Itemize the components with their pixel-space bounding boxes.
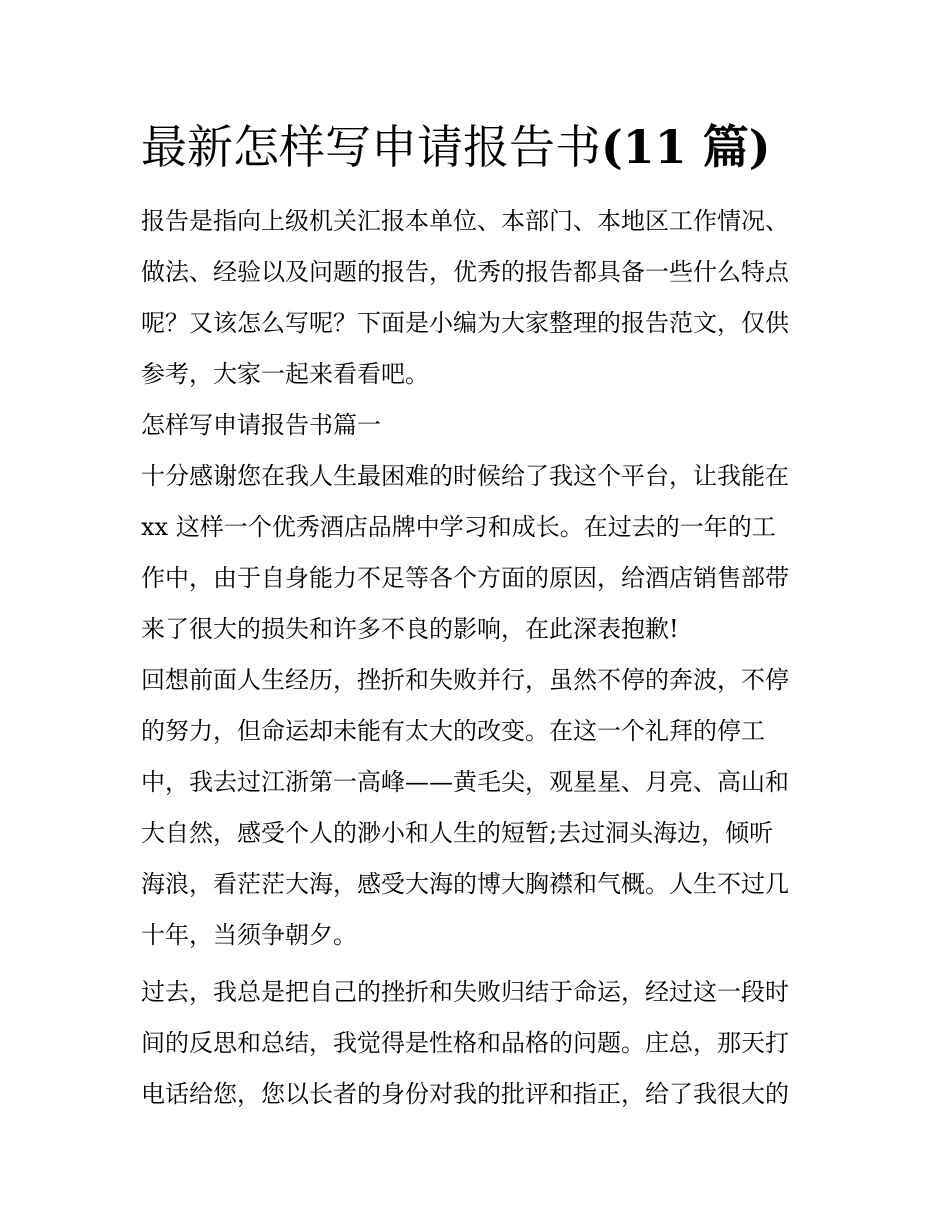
paragraph-line: 的努力，但命运却未能有太大的改变。在这一个礼拜的停工 (141, 717, 765, 745)
paragraph-line: 间的反思和总结，我觉得是性格和品格的问题。庄总，那天打 (141, 1029, 789, 1057)
paragraph-line: 回想前面人生经历，挫折和失败并行，虽然不停的奔波，不停 (141, 666, 789, 694)
document-title (141, 112, 813, 182)
document-page (141, 112, 813, 1120)
paragraph-line: 过去，我总是把自己的挫折和失败归结于命运，经过这一段时 (141, 978, 789, 1006)
intro-line: 参考，大家一起来看看吧。 (141, 360, 429, 388)
paragraph-line: 来了很大的损失和许多不良的影响，在此深表抱歉! (141, 615, 679, 643)
paragraph-line: 海浪，看茫茫大海，感受大海的博大胸襟和气概。人生不过几 (141, 870, 789, 898)
intro-line: 报告是指向上级机关汇报本单位、本部门、本地区工作情况、 (141, 207, 789, 235)
paragraph-line: 十分感谢您在我人生最困难的时候给了我这个平台，让我能在 (141, 462, 789, 490)
paragraph-line: 电话给您，您以长者的身份对我的批评和指正，给了我很大的 (141, 1080, 789, 1108)
paragraph-line: xx 这样一个优秀酒店品牌中学习和成长。在过去的一年的工 (141, 513, 776, 541)
intro-line: 做法、经验以及问题的报告，优秀的报告都具备一些什么特点 (141, 258, 789, 286)
section-heading: 怎样写申请报告书篇一 (141, 411, 381, 439)
paragraph-line: 十年，当须争朝夕。 (141, 921, 357, 949)
intro-paragraph (141, 196, 813, 400)
paragraph-2 (141, 655, 813, 961)
paragraph-1 (141, 451, 813, 655)
title-count: (11 篇) (601, 120, 771, 174)
paragraph-line: 大自然，感受个人的渺小和人生的短暂;去过洞头海边，倾听 (141, 819, 774, 847)
paragraph-line: 中，我去过江浙第一高峰——黄毛尖，观星星、月亮、高山和 (141, 768, 789, 796)
paragraph-3 (141, 967, 813, 1120)
title-text: 最新怎样写申请报告书 (141, 120, 601, 174)
paragraph-line: 作中，由于自身能力不足等各个方面的原因，给酒店销售部带 (141, 564, 789, 592)
intro-line: 呢？又该怎么写呢？下面是小编为大家整理的报告范文，仅供 (141, 309, 789, 337)
